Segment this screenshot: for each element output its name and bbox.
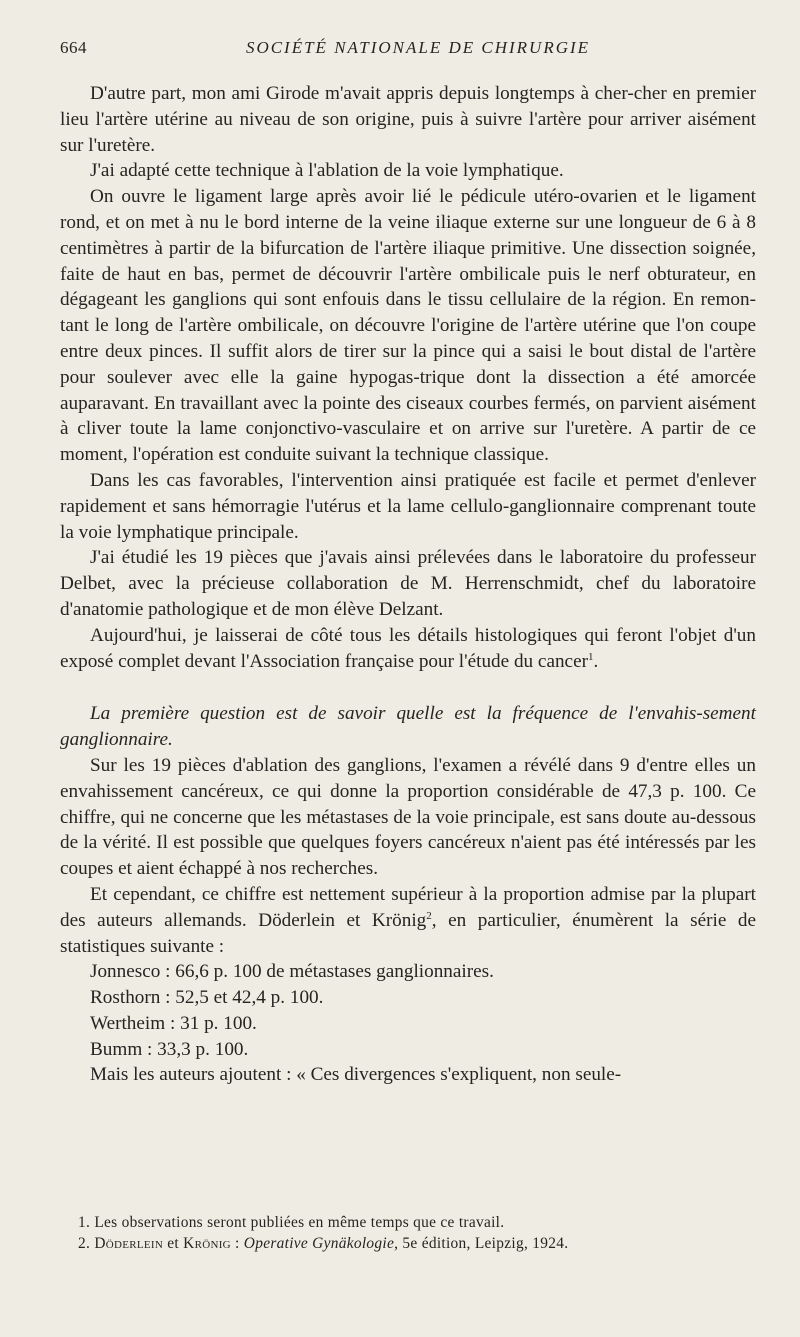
- footnote-separator-text: :: [230, 1235, 240, 1252]
- running-head: [60, 38, 758, 62]
- footnote-1: [78, 1212, 738, 1233]
- footnote-text: Les observations seront publiées en même temps que ce travail.: [94, 1214, 505, 1231]
- footnote-number: 2.: [78, 1235, 91, 1252]
- paragraph: Sur les 19 pièces d'ablation des ganglions, l'examen a révélé dans 9 d'entre elles un envahissement cancéreux, ce qui donne la proportion considérable de 47,3 p. 100. Ce chiffre, qui ne concerne que les métastases de la voie principale, est sans doute au-dessous de la vérité. Il est possible que quelques foyers cancéreux n'aient pas été intéressés par les coupes et aient échappé à nos recherches.: [60, 754, 756, 880]
- footnote-ref-2[interactable]: 2: [426, 909, 432, 922]
- paragraph-text: Et cependant, ce chiffre est nettement supérieur à la proportion admise par la plupart des auteurs allemands. Döderlein et Krönig: [60, 883, 756, 931]
- paragraph: D'autre part, mon ami Girode m'avait appris depuis longtemps à cher-cher en premier lieu l'artère utérine au niveau de son origine, puis à suivre l'artère pour arriver aisément sur l'uretère.: [60, 83, 756, 156]
- paragraph: J'ai adapté cette technique à l'ablation de la voie lymphatique.: [90, 160, 564, 182]
- footnote-edition: , 5e édition, Leipzig, 1924.: [394, 1235, 569, 1252]
- section-heading: La première question est de savoir quelle est la fréquence de l'envahis-sement ganglionnaire.: [60, 703, 756, 751]
- paragraph: Dans les cas favorables, l'intervention ainsi pratiquée est facile et permet d'enlever rapidement et sans hémorragie l'utérus et la lame cellulo-ganglionnaire comprenant toute la voie lymphatique principale.: [60, 469, 756, 543]
- page-number: 664: [60, 38, 87, 57]
- footnote-work-title: Operative Gynäkologie: [243, 1235, 395, 1252]
- statistics-list: [60, 959, 756, 1062]
- body-text: [60, 81, 756, 1088]
- footnotes: [78, 1212, 738, 1254]
- paragraph-announce: [60, 623, 756, 675]
- footnote-2: [78, 1233, 738, 1254]
- footnote-author: Döderlein: [94, 1235, 164, 1252]
- statistic-item: Jonnesco : 66,6 p. 100 de métastases ganglionnaires.: [90, 961, 494, 983]
- statistic-item: Bumm : 33,3 p. 100.: [90, 1038, 249, 1060]
- paragraph-text: , en particulier, énumèrent la série de statistiques suivante :: [60, 909, 756, 957]
- paragraph-end: .: [593, 650, 599, 672]
- statistic-item: Wertheim : 31 p. 100.: [90, 1012, 257, 1034]
- closing-line: Mais les auteurs ajoutent : « Ces divergences s'expliquent, non seule-: [90, 1064, 622, 1086]
- footnote-ref-1[interactable]: 1: [587, 650, 594, 663]
- paragraph-text: Aujourd'hui, je laisserai de côté tous les détails histologiques qui feront l'objet d'un exposé complet devant l'Association française pour l'étude du cancer: [60, 624, 756, 672]
- paragraph-stats-intro: [60, 882, 756, 959]
- footnote-conjunction: et: [167, 1235, 179, 1252]
- journal-title: SOCIÉTÉ NATIONALE DE CHIRURGIE: [245, 38, 591, 57]
- paragraph: On ouvre le ligament large après avoir lié le pédicule utéro-ovarien et le ligament rond, et on met à nu le bord interne de la veine iliaque externe sur une longueur de 6 à 8 centimètres à partir de la bifurcation de l'artère iliaque primitive. Une dissection soignée, faite de haut en bas, permet de découvrir l'artère ombilicale puis le nerf obturateur, en dégageant les ganglions qui sont enfouis dans le tissu cellulaire de la région. En remon-tant le long de l'artère ombilicale, on découvre l'origine de l'artère utérine que l'on coupe entre deux pinces. Il suffit alors de tirer sur la pince qui a saisi le bout distal de l'artère pour soulever avec elle la gaine hypogas-trique dont la dissection a été amorcée auparavant. En travaillant avec la pointe des ciseaux courbes fermés, on parvient aisément à cliver toute la lame conjonctivo-vasculaire et on arrive sur l'uretère. A partir de ce moment, l'opération est conduite suivant la technique classique.: [60, 186, 756, 466]
- paragraph: J'ai étudié les 19 pièces que j'avais ainsi prélevées dans le laboratoire du professeur Delbet, avec la précieuse collaboration de M. Herrenschmidt, chef du laboratoire d'anatomie pathologique et de mon élève Delzant.: [60, 547, 756, 620]
- footnote-number: 1.: [78, 1214, 91, 1231]
- footnote-author: Krönig: [183, 1235, 231, 1252]
- statistic-item: Rosthorn : 52,5 et 42,4 p. 100.: [90, 987, 324, 1009]
